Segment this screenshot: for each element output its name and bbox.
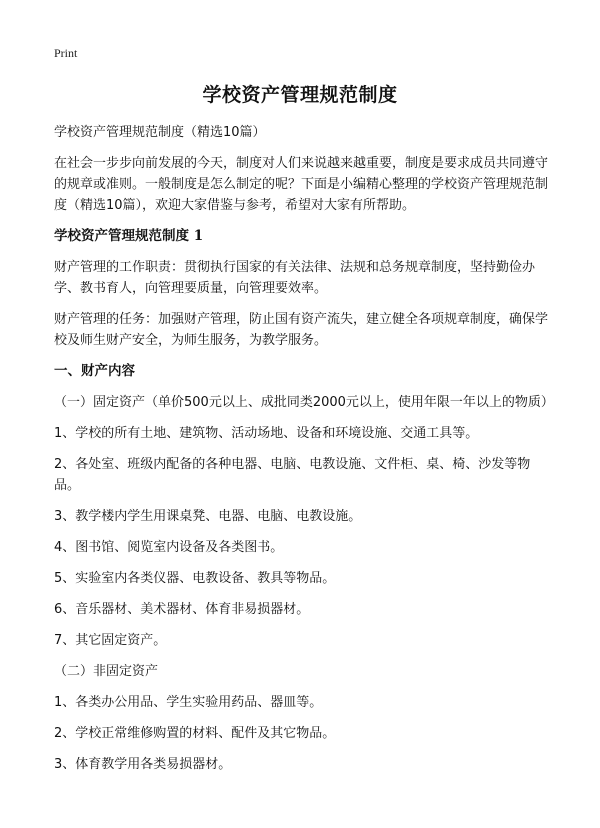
list-item: 2、各处室、班级内配备的各种电器、电脑、电教设施、文件柜、桌、椅、沙发等物品。 — [54, 457, 531, 493]
nonfixed-assets-heading: （二）非固定资产 — [54, 664, 159, 679]
list-item: 7、其它固定资产。 — [54, 633, 167, 648]
list-item: 3、教学楼内学生用课桌凳、电器、电脑、电教设施。 — [54, 509, 362, 524]
document-body — [54, 122, 554, 785]
part-heading-property-content: 一、财产内容 — [54, 363, 135, 379]
print-link[interactable]: Print — [54, 46, 78, 60]
list-item: 5、实验室内各类仪器、电教设备、教具等物品。 — [54, 571, 336, 586]
document-subtitle: 学校资产管理规范制度（精选10篇） — [54, 125, 266, 140]
fixed-assets-heading: （一）固定资产（单价500元以上、成批同类2000元以上，使用年限一年以上的物质） — [54, 395, 554, 410]
section-heading-1: 学校资产管理规范制度 1 — [54, 228, 204, 244]
list-item: 2、学校正常维修购置的材料、配件及其它物品。 — [54, 726, 336, 741]
list-item: 4、图书馆、阅览室内设备及各类图书。 — [54, 540, 284, 555]
tasks-paragraph: 财产管理的任务：加强财产管理，防止国有资产流失，建立健全各项规章制度，确保学校及师生财产安全，为师生服务，为教学服务。 — [54, 312, 549, 348]
list-item: 1、各类办公用品、学生实验用药品、器皿等。 — [54, 695, 323, 710]
page-title: 学校资产管理规范制度 — [202, 84, 398, 106]
duties-paragraph: 财产管理的工作职责：贯彻执行国家的有关法律、法规和总务规章制度，坚持勤俭办学、教书育人，向管理要质量，向管理要效率。 — [54, 260, 536, 296]
intro-paragraph: 在社会一步步向前发展的今天，制度对人们来说越来越重要，制度是要求成员共同遵守的规章或准则。一般制度是怎么制定的呢？下面是小编精心整理的学校资产管理规范制度（精选10篇），欢迎大家借鉴与参考，希望对大家有所帮助。 — [54, 156, 549, 213]
list-item: 6、音乐器材、美术器材、体育非易损器材。 — [54, 602, 310, 617]
list-item: 1、学校的所有土地、建筑物、活动场地、设备和环境设施、交通工具等。 — [54, 426, 479, 441]
list-item: 3、体育教学用各类易损器材。 — [54, 757, 232, 772]
